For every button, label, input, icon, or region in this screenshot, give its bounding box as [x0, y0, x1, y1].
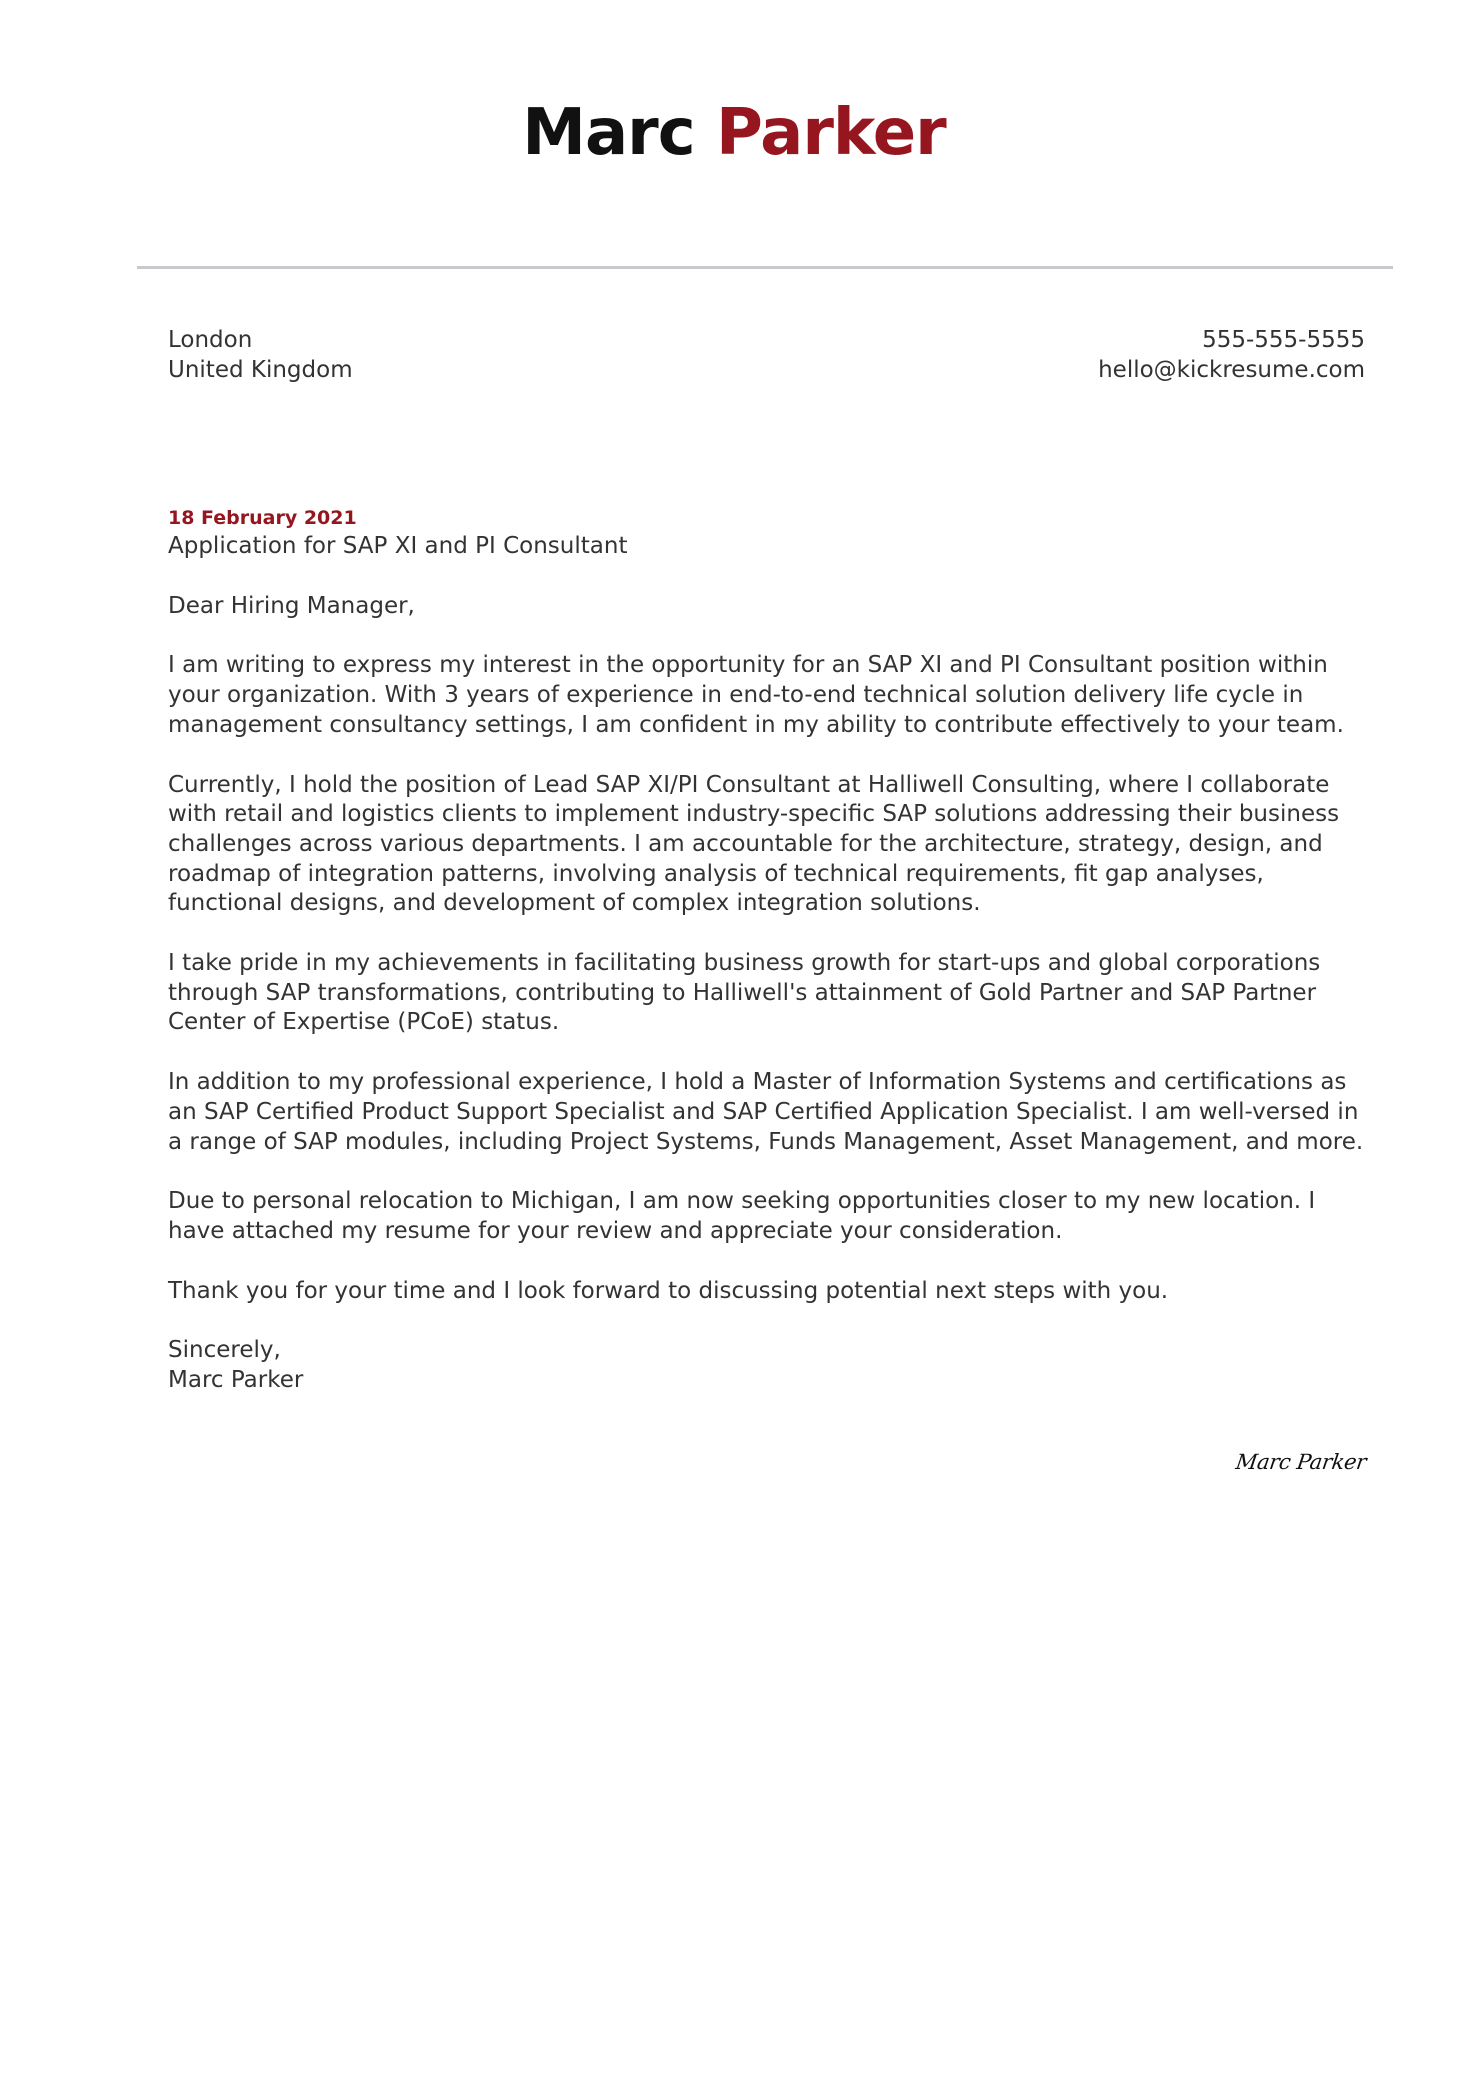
letter-body	[168, 506, 1368, 1396]
letter-paragraph: Currently, I hold the position of Lead SAP XI/PI Consultant at Halliwell Consulting, where I collaborate with retail and logistics clients to implement industry-specific SAP solutions addressing their business challenges across various departments. I am accountable for the architecture, strategy, design, and roadmap of integration patterns, involving analysis of technical requirements, fit gap analyses, functional designs, and development of complex integration solutions.	[168, 771, 1340, 917]
contact-block	[1098, 325, 1365, 385]
letter-paragraph: In addition to my professional experience, I hold a Master of Information Systems and certifications as an SAP Certified Product Support Specialist and SAP Certified Application Specialist. I am well-versed in a range of SAP modules, including Project Systems, Funds Management, Asset Management, and more.	[168, 1069, 1364, 1155]
letter-salutation: Dear Hiring Manager,	[168, 592, 415, 619]
last-name: Parker	[715, 96, 946, 170]
handwritten-signature: Marc Parker	[1234, 1450, 1368, 1474]
letter-subject: Application for SAP XI and PI Consultant	[168, 533, 628, 559]
letter-date: 18 February 2021	[168, 507, 357, 529]
first-name: Marc	[522, 96, 695, 170]
address-city: London	[168, 327, 253, 353]
letter-paragraph: Thank you for your time and I look forward to discussing potential next steps with you.	[168, 1277, 1169, 1304]
closing-name: Marc Parker	[168, 1367, 304, 1394]
address-block	[168, 325, 353, 385]
letter-paragraph: I am writing to express my interest in the opportunity for an SAP XI and PI Consultant position within your organization. With 3 years of experience in end-to-end technical solution delivery life cycle in management consultancy settings, I am confident in my ability to contribute effectively to your team.	[168, 652, 1344, 738]
letter-closing	[168, 1336, 1368, 1395]
address-country: United Kingdom	[168, 357, 353, 383]
candidate-name	[0, 95, 1468, 171]
letter-paragraph: Due to personal relocation to Michigan, I am now seeking opportunities closer to my new location. I have attached my resume for your review and appreciate your consideration.	[168, 1188, 1316, 1244]
email-address: hello@kickresume.com	[1098, 357, 1365, 383]
phone-number: 555-555-5555	[1202, 327, 1365, 353]
closing-phrase: Sincerely,	[168, 1337, 281, 1364]
letter-paragraph: I take pride in my achievements in facilitating business growth for start-ups and global corporations through SAP transformations, contributing to Halliwell's attainment of Gold Partner and SAP Partner Center of Expertise (PCoE) status.	[168, 950, 1321, 1036]
header-divider	[137, 266, 1393, 269]
